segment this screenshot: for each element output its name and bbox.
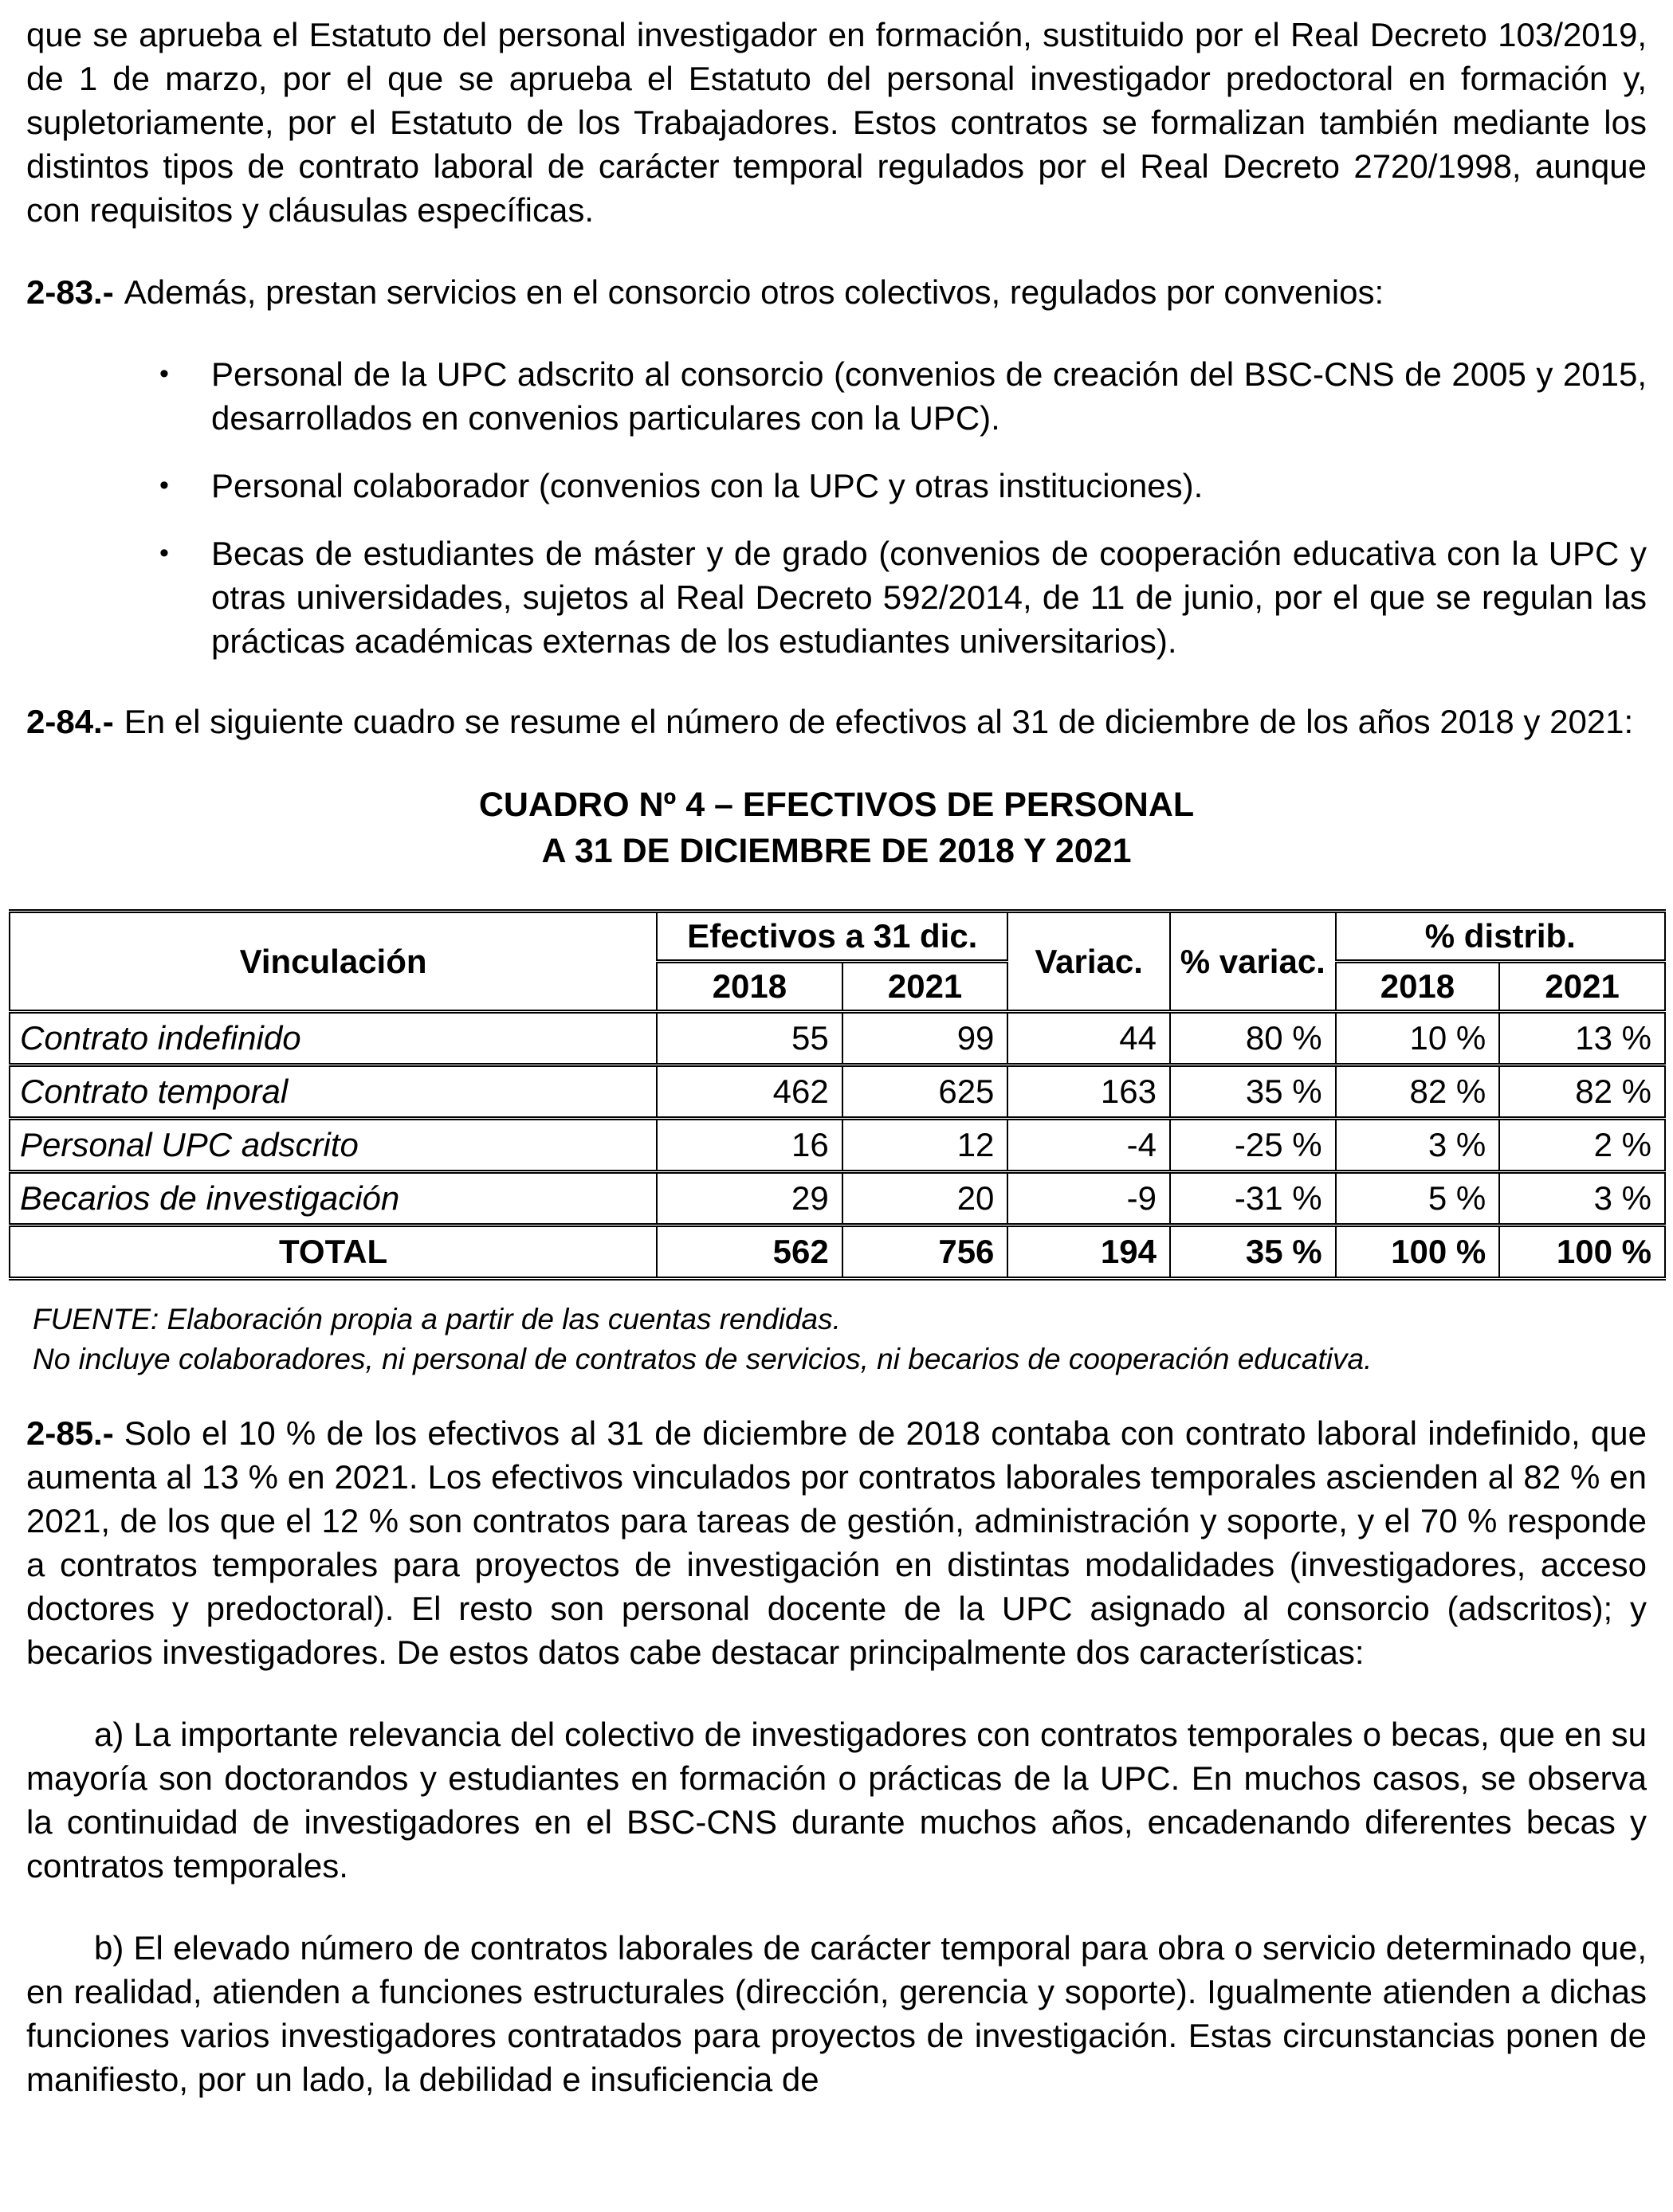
table-source-note: FUENTE: Elaboración propia a partir de las cuentas rendidas. xyxy=(33,1303,841,1335)
cell-label: Becarios de investigación xyxy=(10,1172,657,1226)
header-efectivos-2018: 2018 xyxy=(657,962,842,1012)
paragraph-number-2-83: 2-83.- xyxy=(26,273,114,311)
personnel-table xyxy=(9,909,1666,1281)
paragraph-2-84 xyxy=(26,700,1647,743)
cell-total-efectivos-2021: 756 xyxy=(842,1226,1008,1279)
bullet-icon: • xyxy=(159,538,169,568)
cell-total-variac: 194 xyxy=(1007,1226,1170,1279)
cell-distrib-2021: 82 % xyxy=(1499,1065,1665,1119)
header-distrib-2018: 2018 xyxy=(1336,962,1500,1012)
cell-total-efectivos-2018: 562 xyxy=(657,1226,842,1279)
table-title-line1: CUADRO Nº 4 – EFECTIVOS DE PERSONAL xyxy=(478,786,1195,824)
cell-distrib-2018: 5 % xyxy=(1336,1172,1500,1226)
cell-variac: 44 xyxy=(1007,1012,1170,1065)
list-item xyxy=(159,352,1647,440)
cell-efectivos-2018: 29 xyxy=(657,1172,842,1226)
bullet-text: Personal colaborador (convenios con la UPC y otras instituciones). xyxy=(211,467,1204,504)
cell-efectivos-2018: 16 xyxy=(657,1119,842,1172)
cell-pct-variac: -31 % xyxy=(1170,1172,1336,1226)
cell-distrib-2018: 3 % xyxy=(1336,1119,1500,1172)
table-title-line2: A 31 DE DICIEMBRE DE 2018 Y 2021 xyxy=(541,832,1132,870)
cell-distrib-2021: 13 % xyxy=(1499,1012,1665,1065)
table-row xyxy=(10,1119,1665,1172)
cell-total-distrib-2018: 100 % xyxy=(1336,1226,1500,1279)
header-pct-variac: % variac. xyxy=(1170,912,1336,1012)
cell-total-label: TOTAL xyxy=(10,1226,657,1279)
header-efectivos-2021: 2021 xyxy=(842,962,1008,1012)
cell-efectivos-2018: 55 xyxy=(657,1012,842,1065)
bullet-list xyxy=(26,352,1647,663)
cell-variac: -9 xyxy=(1007,1172,1170,1226)
cell-distrib-2021: 2 % xyxy=(1499,1119,1665,1172)
table-scope-note: No incluye colaboradores, ni personal de contratos de servicios, ni becarios de cooperación educativa. xyxy=(33,1343,1373,1375)
bullet-text: Becas de estudiantes de máster y de grado (convenios de cooperación educativa con la UPC y otras universidades, sujetos al Real Decreto 592/2014, de 11 de junio, por el que se regulan las prácticas académicas externas de los estudiantes universitarios). xyxy=(211,535,1647,660)
table-title xyxy=(26,782,1647,874)
header-vinculacion: Vinculación xyxy=(10,912,657,1012)
list-item xyxy=(159,531,1647,663)
cell-label: Personal UPC adscrito xyxy=(10,1119,657,1172)
table-header-row-1 xyxy=(10,912,1665,962)
paragraph-number-2-85: 2-85.- xyxy=(26,1414,114,1452)
paragraph-2-85 xyxy=(26,1411,1647,1674)
cell-variac: 163 xyxy=(1007,1065,1170,1119)
header-variac: Variac. xyxy=(1007,912,1170,1012)
cell-variac: -4 xyxy=(1007,1119,1170,1172)
header-distrib-2021: 2021 xyxy=(1499,962,1665,1012)
paragraph-2-83 xyxy=(26,270,1647,314)
table-row xyxy=(10,1172,1665,1226)
cell-total-pct-variac: 35 % xyxy=(1170,1226,1336,1279)
table-row xyxy=(10,1012,1665,1065)
bullet-text: Personal de la UPC adscrito al consorcio (convenios de creación del BSC-CNS de 2005 y 2015, desarrollados en convenios particulares con la UPC). xyxy=(211,355,1647,437)
cell-efectivos-2018: 462 xyxy=(657,1065,842,1119)
bullet-icon: • xyxy=(159,470,169,500)
cell-efectivos-2021: 20 xyxy=(842,1172,1008,1226)
cell-pct-variac: 80 % xyxy=(1170,1012,1336,1065)
cell-pct-variac: -25 % xyxy=(1170,1119,1336,1172)
cell-label: Contrato indefinido xyxy=(10,1012,657,1065)
cell-efectivos-2021: 12 xyxy=(842,1119,1008,1172)
cell-label: Contrato temporal xyxy=(10,1065,657,1119)
cell-pct-variac: 35 % xyxy=(1170,1065,1336,1119)
header-pct-distrib: % distrib. xyxy=(1336,912,1665,962)
table-row xyxy=(10,1065,1665,1119)
cell-distrib-2018: 82 % xyxy=(1336,1065,1500,1119)
bullet-icon: • xyxy=(159,359,169,389)
personnel-table-wrapper xyxy=(9,909,1666,1281)
cell-total-distrib-2021: 100 % xyxy=(1499,1226,1665,1279)
paragraph-2-83-text: Además, prestan servicios en el consorcio otros colectivos, regulados por convenios: xyxy=(124,273,1384,311)
cell-distrib-2021: 3 % xyxy=(1499,1172,1665,1226)
cell-efectivos-2021: 625 xyxy=(842,1065,1008,1119)
paragraph-number-2-84: 2-84.- xyxy=(26,703,114,740)
paragraph-2-85-text: Solo el 10 % de los efectivos al 31 de diciembre de 2018 contaba con contrato laboral indefinido, que aumenta al 13 % en 2021. Los efectivos vinculados por contratos laborales temporales ascienden al 82 % en 2021, de los que el 12 % son contratos para tareas de gestión, administración y soporte, y el 70 % responde a contratos temporales para proyectos de investigación en distintas modalidades (investigadores, acceso doctores y predoctoral). El resto son personal docente de la UPC asignado al consorcio (adscritos); y becarios investigadores. De estos datos cabe destacar principalmente dos características: xyxy=(26,1414,1647,1671)
paragraph-b: b) El elevado número de contratos laborales de carácter temporal para obra o servicio determinado que, en realidad, atienden a funciones estructurales (dirección, gerencia y soporte). Igualmente atienden a dichas funciones varios investigadores contratados para proyectos de investigación. Estas circunstancias ponen de manifiesto, por un lado, la debilidad e insuficiencia de xyxy=(26,1929,1647,2098)
table-notes xyxy=(33,1300,1647,1379)
cell-distrib-2018: 10 % xyxy=(1336,1012,1500,1065)
header-efectivos: Efectivos a 31 dic. xyxy=(657,912,1007,962)
paragraph-a: a) La importante relevancia del colectivo de investigadores con contratos temporales o becas, que en su mayoría son doctorandos y estudiantes en formación o prácticas de la UPC. En muchos casos, se observa la continuidad de investigadores en el BSC-CNS durante muchos años, encadenando diferentes becas y contratos temporales. xyxy=(26,1716,1647,1885)
cell-efectivos-2021: 99 xyxy=(842,1012,1008,1065)
list-item xyxy=(159,464,1647,508)
table-total-row xyxy=(10,1226,1665,1279)
paragraph-2-84-text: En el siguiente cuadro se resume el número de efectivos al 31 de diciembre de los años 2018 y 2021: xyxy=(124,703,1634,740)
paragraph-intro: que se aprueba el Estatuto del personal investigador en formación, sustituido por el Real Decreto 103/2019, de 1 de marzo, por el que se aprueba el Estatuto del personal investigador predoctoral en formación y, supletoriamente, por el Estatuto de los Trabajadores. Estos contratos se formalizan también mediante los distintos tipos de contrato laboral de carácter temporal regulados por el Real Decreto 2720/1998, aunque con requisitos y cláusulas específicas. xyxy=(26,16,1647,229)
